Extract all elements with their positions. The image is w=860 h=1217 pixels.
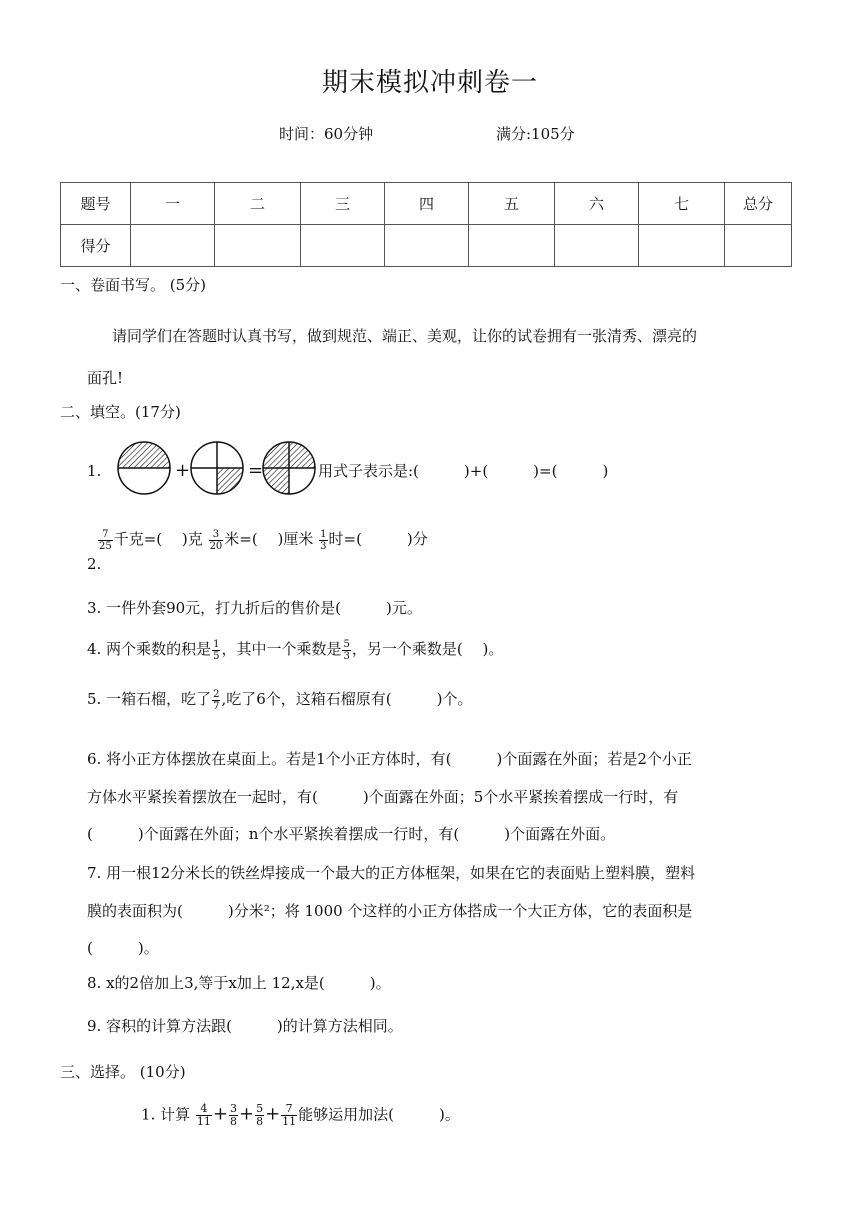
fraction (212, 689, 220, 712)
table-cell: 三 (301, 183, 385, 225)
score-input-cell[interactable] (215, 225, 301, 267)
fraction-denominator: 3 (343, 650, 350, 662)
q1-text: 用式子表示是:( )+( )=( ) (318, 462, 609, 480)
score-input-cell[interactable] (725, 225, 792, 267)
q5-part-b: ,吃了6个，这箱石榴原有( )个。 (221, 690, 473, 708)
three-quarter-shaded-circle-figure (261, 440, 317, 496)
score-table (60, 182, 792, 267)
fraction-denominator: 5 (213, 650, 220, 662)
fraction (212, 639, 220, 662)
q7-line-1: 7. 用一根12分米长的铁丝焊接成一个最大的正方体框架，如果在它的表面贴上塑料膜，塑料 (87, 864, 696, 882)
section-2-heading: 二、填空。(17分) (60, 403, 181, 421)
q3-text: 3. 一件外套90元，打九折后的售价是( )元。 (87, 599, 422, 617)
score-input-cell[interactable] (131, 225, 215, 267)
q2-part-3: 时=( )分 (328, 530, 428, 548)
table-cell: 四 (385, 183, 469, 225)
score-input-cell[interactable] (639, 225, 725, 267)
fraction (281, 1103, 297, 1128)
fraction-numerator: 5 (256, 1102, 264, 1115)
plus-sign: + (212, 1103, 228, 1125)
fraction-denominator: 11 (282, 1115, 297, 1128)
fraction-denominator: 8 (229, 1115, 237, 1128)
section-3-heading: 三、选择。 (10分) (60, 1063, 186, 1081)
score-input-cell[interactable] (469, 225, 555, 267)
score-input-cell[interactable] (555, 225, 639, 267)
table-cell: 二 (215, 183, 301, 225)
fraction (255, 1103, 264, 1128)
q1-number: 1. (87, 462, 102, 480)
plus-sign: + (265, 1103, 281, 1125)
s3-q1-part-a: 1. 计算 (141, 1105, 191, 1124)
fraction (196, 1103, 212, 1128)
q6-line-1: 6. 将小正方体摆放在桌面上。若是1个小正方体时，有( )个面露在外面；若是2个小正 (87, 750, 692, 768)
table-cell: 题号 (61, 183, 131, 225)
fraction (229, 1103, 238, 1128)
q4-part-a: 4. 两个乘数的积是 (87, 640, 212, 658)
score-input-cell[interactable] (301, 225, 385, 267)
fraction-numerator: 7 (281, 1103, 297, 1116)
fraction-denominator: 25 (99, 540, 112, 552)
s3-q1-part-b: 能够运用加法( )。 (298, 1105, 460, 1124)
table-cell: 七 (639, 183, 725, 225)
fraction-numerator: 3 (229, 1102, 237, 1115)
table-cell: 得分 (61, 225, 131, 267)
score-table-score-row (61, 225, 792, 267)
table-cell: 六 (555, 183, 639, 225)
q7-line-2: 膜的表面积为( )分米²；将 1000 个这样的小正方体搭成一个大正方体，它的表面积是 (87, 902, 693, 920)
plus-sign: + (175, 460, 191, 481)
fraction-denominator: 7 (213, 700, 220, 712)
q2-line (97, 528, 428, 552)
fraction (342, 639, 350, 662)
fraction-numerator: 4 (196, 1103, 212, 1116)
section-1-heading: 一、卷面书写。 (5分) (60, 276, 207, 294)
time-limit: 时间：60分钟 (279, 125, 374, 143)
q9-text: 9. 容积的计算方法跟( )的计算方法相同。 (87, 1017, 403, 1035)
fraction-numerator: 3 (209, 529, 224, 541)
fraction-numerator: 2 (213, 688, 220, 700)
score-input-cell[interactable] (385, 225, 469, 267)
q6-line-2: 方体水平紧挨着摆放在一起时，有( )个面露在外面；5个水平紧挨着摆成一行时，有 (87, 788, 679, 806)
q2-part-2: 米=( )厘米 (224, 530, 314, 548)
q4-part-b: ，其中一个乘数是 (221, 640, 342, 658)
score-table-header-row (61, 183, 792, 225)
equals-sign: = (248, 460, 264, 481)
fraction-numerator: 7 (98, 529, 113, 541)
table-cell: 总分 (725, 183, 792, 225)
table-cell: 一 (131, 183, 215, 225)
fraction-denominator: 20 (209, 540, 223, 552)
fraction-numerator: 1 (213, 638, 220, 650)
full-score: 满分:105分 (496, 125, 575, 143)
page-title: 期末模拟冲刺卷一 (321, 68, 538, 98)
half-shaded-circle-figure (116, 440, 172, 496)
q4-part-c: ，另一个乘数是( )。 (351, 640, 504, 658)
fraction (319, 529, 327, 552)
q2-number: 2. (87, 555, 102, 573)
plus-sign: + (238, 1103, 255, 1125)
q7-line-3: ( )。 (87, 939, 159, 957)
s3-q1-line (141, 1103, 460, 1128)
quarter-shaded-circle-figure (189, 440, 245, 496)
fraction-denominator: 11 (196, 1115, 211, 1128)
section-1-text-line-2: 面孔! (87, 369, 124, 387)
fraction-denominator: 8 (256, 1115, 264, 1128)
fraction-numerator: 1 (320, 528, 327, 540)
fraction (98, 529, 113, 552)
fraction (209, 529, 224, 552)
q2-part-1: 千克=( )克 (113, 530, 203, 548)
table-cell: 五 (469, 183, 555, 225)
q5-part-a: 5. 一箱石榴，吃了 (87, 690, 212, 708)
q4-line (87, 638, 503, 662)
q6-line-3: ( )个面露在外面；n个水平紧挨着摆成一行时，有( )个面露在外面。 (87, 825, 616, 843)
section-1-text-line-1: 请同学们在答题时认真书写，做到规范、端正、美观，让你的试卷拥有一张清秀、漂亮的 (112, 327, 698, 345)
fraction-numerator: 5 (343, 638, 350, 650)
q5-line (87, 688, 473, 712)
q8-text: 8. x的2倍加上3,等于x加上 12,x是( )。 (87, 974, 391, 992)
fraction-denominator: 3 (320, 540, 327, 552)
